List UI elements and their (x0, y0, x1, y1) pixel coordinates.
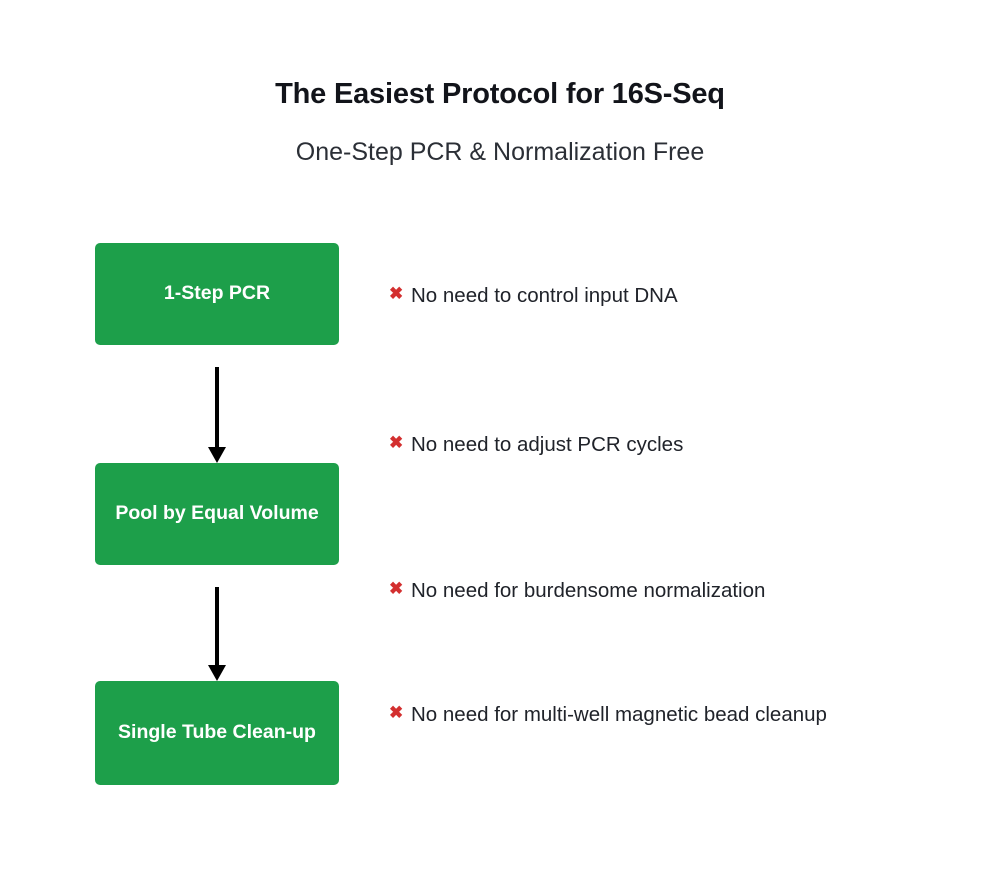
benefit-item (389, 431, 683, 459)
red-x-icon: ✖ (389, 284, 404, 303)
benefit-text: No need for multi-well magnetic bead cleanup (411, 703, 827, 726)
workflow-column (95, 243, 339, 785)
red-x-icon: ✖ (389, 433, 404, 452)
benefit-item (389, 701, 827, 729)
arrow-container-1 (95, 345, 339, 463)
workflow-step-1-label: 1-Step PCR (163, 282, 271, 305)
benefit-item (389, 577, 765, 605)
workflow-step-3 (95, 681, 339, 785)
arrow-container-2 (95, 565, 339, 681)
down-arrow-icon (208, 345, 226, 463)
arrow-head (208, 665, 226, 681)
benefit-text: No need to control input DNA (411, 284, 678, 307)
benefit-item (389, 282, 678, 310)
workflow-step-1 (95, 243, 339, 345)
red-x-icon: ✖ (389, 703, 404, 722)
arrow-shaft (215, 587, 219, 665)
arrow-head (208, 447, 226, 463)
benefit-text: No need for burdensome normalization (411, 579, 766, 602)
workflow-step-2 (95, 463, 339, 565)
red-x-icon: ✖ (389, 579, 404, 598)
page-title: The Easiest Protocol for 16S-Seq (275, 78, 725, 110)
arrow-shaft (215, 367, 219, 447)
down-arrow-icon (208, 565, 226, 681)
workflow-step-3-label: Single Tube Clean-up (118, 721, 316, 744)
page-subtitle: One-Step PCR & Normalization Free (295, 138, 705, 166)
workflow-step-2-label: Pool by Equal Volume (115, 502, 319, 525)
benefit-text: No need to adjust PCR cycles (411, 433, 684, 456)
